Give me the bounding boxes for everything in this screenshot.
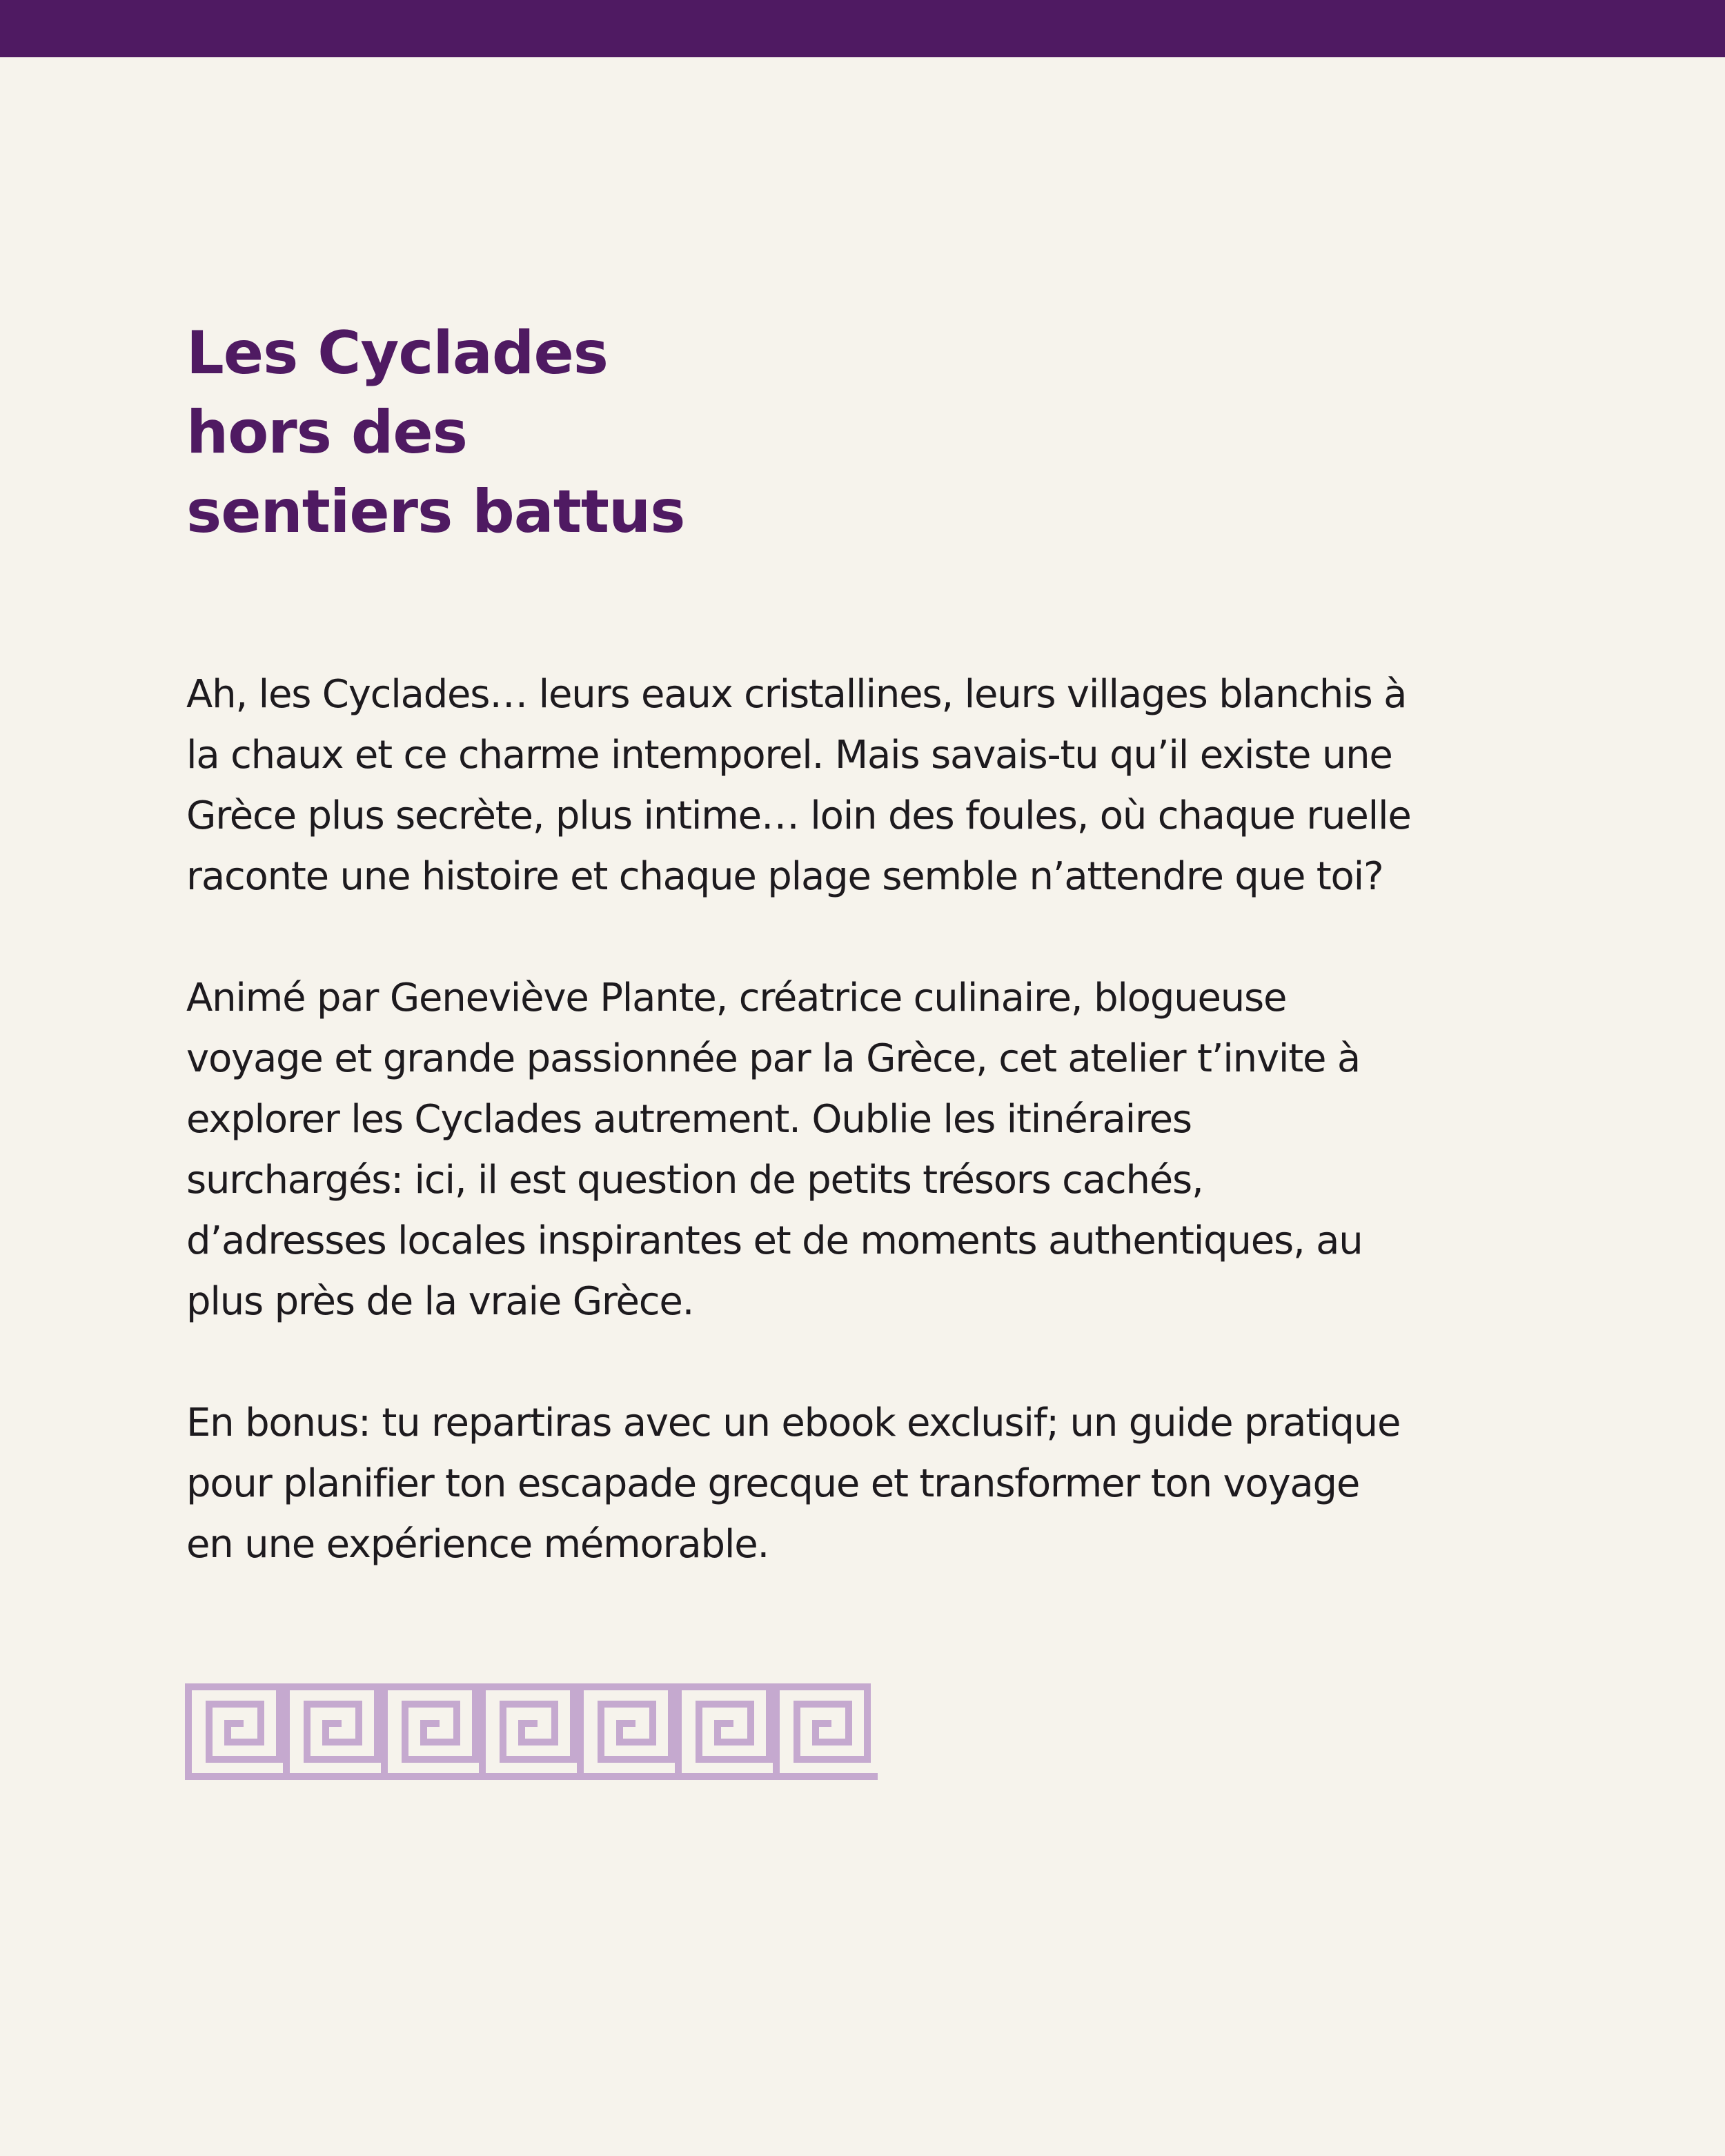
paragraph-line: Grèce plus secrète, plus intime… loin des foules, où chaque ruelle — [186, 793, 1411, 838]
paragraph-line: explorer les Cyclades autrement. Oublie les itinéraires — [186, 1097, 1192, 1142]
paragraph-line: la chaux et ce charme intemporel. Mais savais-tu qu’il existe une — [186, 733, 1392, 778]
paragraph-line: surchargés: ici, il est question de petits trésors cachés, — [186, 1158, 1203, 1203]
paragraph-line: Animé par Geneviève Plante, créatrice culinaire, blogueuse — [186, 976, 1287, 1020]
meander-motif — [482, 1687, 573, 1777]
page-title — [186, 314, 684, 552]
paragraph-line: Ah, les Cyclades… leurs eaux cristallines, leurs villages blanchis à — [186, 672, 1407, 717]
paragraph-line: d’adresses locales inspirantes et de moments authentiques, au — [186, 1218, 1363, 1263]
bonus-paragraph — [186, 1393, 1566, 1575]
greek-key-meander-icon — [185, 1683, 878, 1780]
paragraph-line: pour planifier ton escapade grecque et transformer ton voyage — [186, 1461, 1360, 1506]
paragraph-line: En bonus: tu repartiras avec un ebook exclusif; un guide pratique — [186, 1401, 1401, 1445]
paragraph-line: plus près de la vraie Grèce. — [186, 1279, 694, 1324]
title-line: hors des — [186, 398, 467, 467]
meander-motif — [678, 1687, 769, 1777]
title-line: Les Cyclades — [186, 319, 608, 388]
paragraph-line: raconte une histoire et chaque plage semble n’attendre que toi? — [186, 854, 1383, 899]
top-accent-bar — [0, 0, 1725, 57]
host-paragraph — [186, 968, 1566, 1332]
meander-motif — [188, 1687, 279, 1777]
paragraph-line: en une expérience mémorable. — [186, 1522, 769, 1567]
title-line: sentiers battus — [186, 477, 685, 546]
meander-motif — [286, 1687, 377, 1777]
intro-paragraph — [186, 664, 1566, 907]
meander-motif — [776, 1687, 867, 1777]
meander-motif — [384, 1687, 475, 1777]
paragraph-line: voyage et grande passionnée par la Grèce, cet atelier t’invite à — [186, 1036, 1360, 1081]
meander-motif — [580, 1687, 671, 1777]
